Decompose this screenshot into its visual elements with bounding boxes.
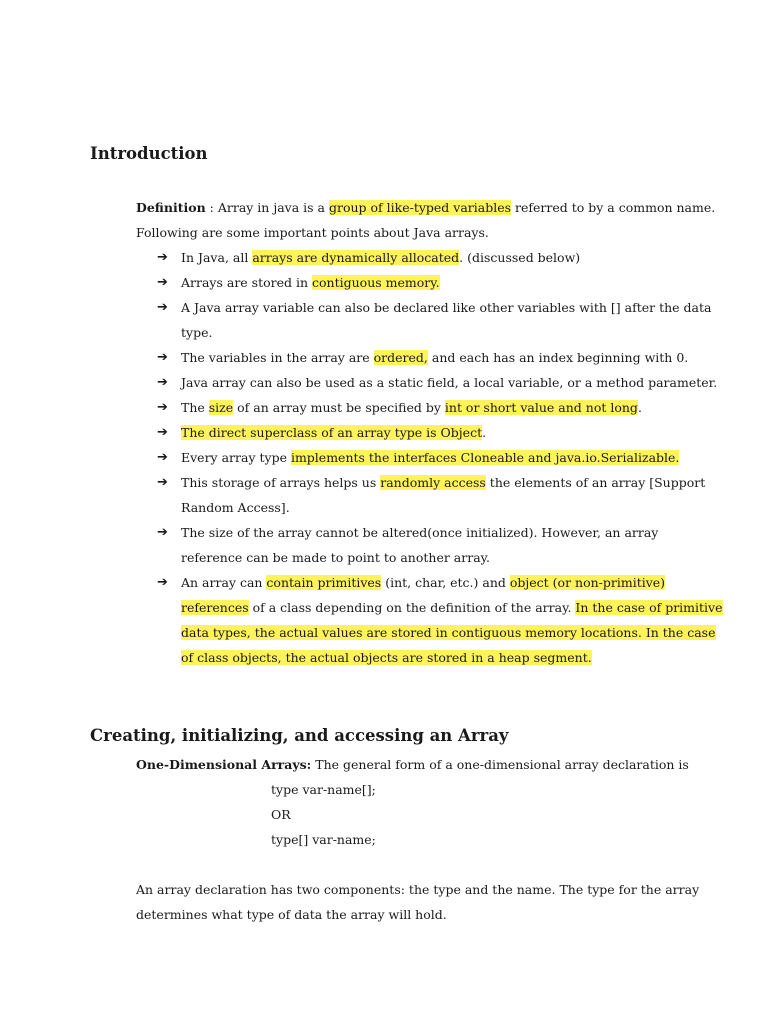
definition-label: Definition (136, 200, 206, 215)
point-size (181, 399, 642, 417)
arrow-bullet-icon: ➔ (157, 300, 168, 315)
definition-sep: : (205, 200, 218, 215)
point-highlight: object (or non-primitive) (509, 575, 666, 590)
point-primitives-line3 (181, 624, 716, 642)
arrow-bullet-icon: ➔ (157, 275, 168, 290)
point-highlight: contain primitives (266, 575, 382, 590)
definition-highlight: group of like-typed variables (328, 200, 512, 215)
point-highlight: implements the interfaces Cloneable and java.io.Serializable. (290, 450, 680, 465)
point-text: and each has an index beginning with 0. (427, 350, 689, 365)
point-text: of an array must be specified by (233, 400, 445, 415)
point-primitives-line2 (181, 599, 723, 617)
point-contiguous-memory (181, 274, 440, 292)
arrow-bullet-icon: ➔ (157, 425, 168, 440)
creating-arrays-heading: Creating, initializing, and accessing an Array (90, 726, 509, 745)
point-text: Arrays are stored in (181, 275, 313, 290)
declaration-para-line1: An array declaration has two components: the type and the name. The type for the array (136, 882, 700, 897)
point-highlight: references (181, 600, 249, 615)
point-highlight: of class objects, the actual objects are stored in a heap segment. (181, 650, 592, 665)
point-text: . (482, 425, 487, 440)
arrow-bullet-icon: ➔ (157, 450, 168, 465)
point-highlight: size (208, 400, 234, 415)
point-highlight: contiguous memory. (312, 275, 440, 290)
point-highlight: The direct superclass of an array type is Object (181, 425, 483, 440)
arrow-bullet-icon: ➔ (157, 525, 168, 540)
point-text: The variables in the array are (181, 350, 374, 365)
one-dim-label: One-Dimensional Arrays: (136, 757, 312, 772)
point-interfaces (181, 449, 679, 467)
point-text: In Java, all (181, 250, 253, 265)
point-highlight: arrays are dynamically allocated (252, 250, 460, 265)
one-dim-line (136, 756, 689, 774)
point-size-fixed-line1: The size of the array cannot be altered(once initialized). However, an array (181, 525, 659, 540)
arrow-bullet-icon: ➔ (157, 575, 168, 590)
code-syntax-1: type var-name[]; (271, 782, 376, 797)
point-primitives-line4 (181, 649, 592, 667)
point-declaration-line1: A Java array variable can also be declared like other variables with [] after the data (181, 300, 712, 315)
point-ordered (181, 349, 688, 367)
point-highlight: data types, the actual values are stored in contiguous memory locations. In the case (181, 625, 716, 640)
definition-text-b: referred to by a common name. (511, 200, 716, 215)
point-superclass (181, 424, 486, 442)
point-highlight: randomly access (380, 475, 486, 490)
arrow-bullet-icon: ➔ (157, 250, 168, 265)
point-static-field: Java array can also be used as a static field, a local variable, or a method parameter. (181, 375, 718, 390)
point-text: the elements of an array [Support (485, 475, 706, 490)
code-or: OR (271, 807, 291, 822)
point-highlight: In the case of primitive (575, 600, 723, 615)
point-dynamic-allocation (181, 249, 580, 267)
point-highlight: int or short value and not long (444, 400, 638, 415)
definition-line (136, 199, 715, 217)
point-size-fixed-line2: reference can be made to point to another array. (181, 550, 491, 565)
point-text: An array can (181, 575, 267, 590)
point-text: This storage of arrays helps us (181, 475, 381, 490)
point-text: . (discussed below) (459, 250, 581, 265)
arrow-bullet-icon: ➔ (157, 350, 168, 365)
point-text: . (637, 400, 642, 415)
code-syntax-2: type[] var-name; (271, 832, 376, 847)
point-highlight: ordered, (373, 350, 428, 365)
point-random-access-line2: Random Access]. (181, 500, 290, 515)
declaration-para-line2: determines what type of data the array will hold. (136, 907, 447, 922)
point-declaration-line2: type. (181, 325, 213, 340)
point-random-access-line1 (181, 474, 705, 492)
introduction-heading: Introduction (90, 144, 208, 163)
definition-text-a: Array in java is a (217, 200, 329, 215)
point-text: The (181, 400, 209, 415)
one-dim-text: The general form of a one-dimensional array declaration is (311, 757, 689, 772)
point-text: of a class depending on the definition of the array. (248, 600, 576, 615)
arrow-bullet-icon: ➔ (157, 375, 168, 390)
arrow-bullet-icon: ➔ (157, 475, 168, 490)
following-text: Following are some important points about Java arrays. (136, 225, 489, 240)
arrow-bullet-icon: ➔ (157, 400, 168, 415)
point-primitives-line1 (181, 574, 665, 592)
point-text: (int, char, etc.) and (381, 575, 510, 590)
point-text: Every array type (181, 450, 291, 465)
